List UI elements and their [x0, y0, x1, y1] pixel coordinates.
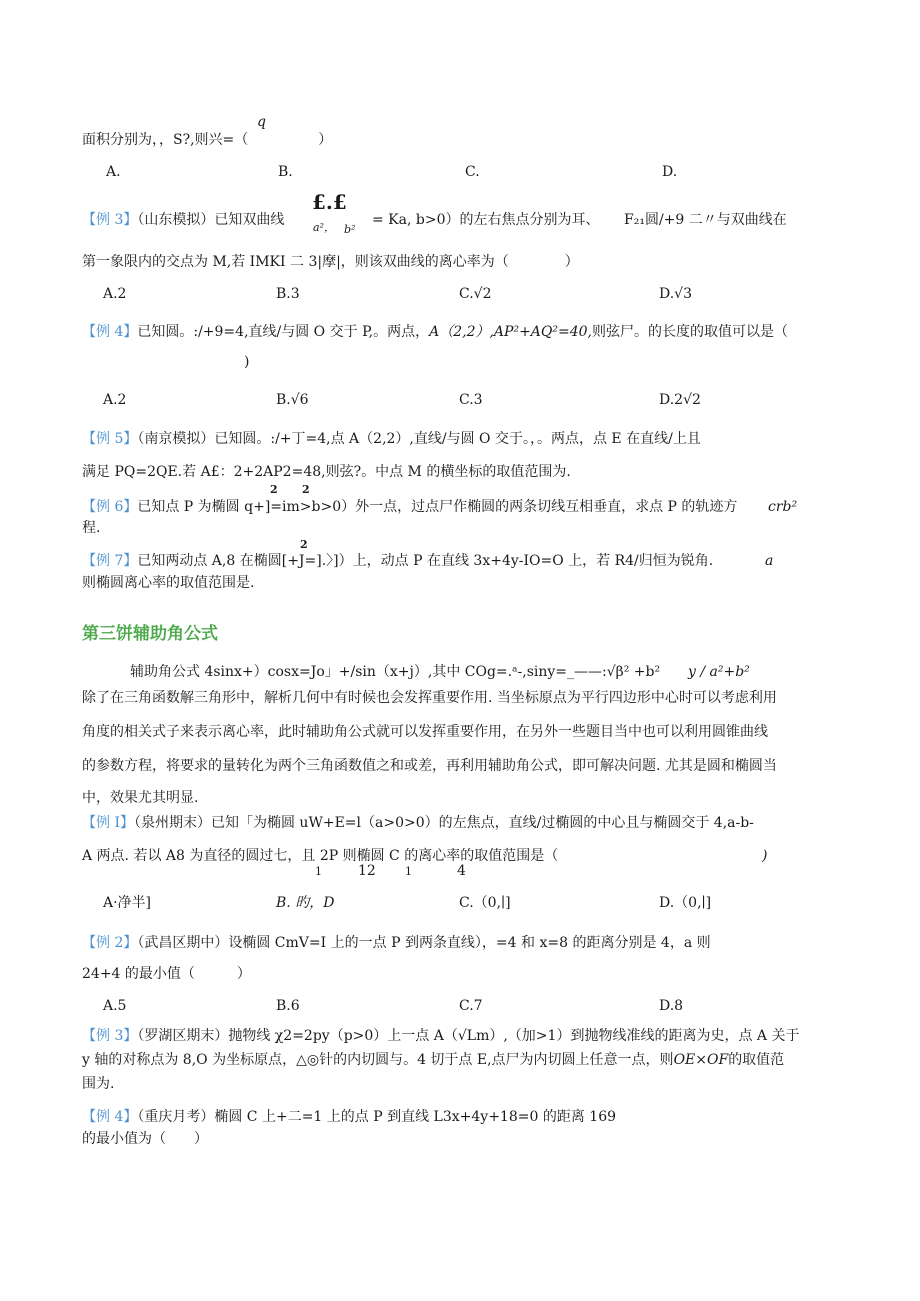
example-2b-option-d: D.8 [659, 998, 684, 1014]
section-formula: 辅助角公式 4sinx+）cosx=Jo」+/sin（x+j）,其中 COg=.ᵃ-,siny=_——:√β² +b² [130, 664, 661, 680]
example-3-text-a: （山东模拟）已知双曲线 [137, 212, 285, 228]
example-1b-under-4: 4 [457, 863, 466, 879]
example-3-option-a: A.2 [103, 286, 127, 302]
example-6 [82, 497, 737, 517]
example-7-right: a [765, 553, 774, 569]
top-option-c: C. [465, 164, 480, 180]
section-formula-right: y / a²+b² [688, 664, 750, 680]
section-paragraph-line: 除了在三角函数解三角形中，解析几何中有时候也会发挥重要作用. 当坐标原点为平行四边形中心时可以考虑利用 [82, 690, 777, 706]
section-paragraph-line: 中，效果尤其明显. [82, 790, 199, 806]
example-3-fraction-symbol: £.£ [312, 190, 347, 214]
example-1b-line-2-end: ) [762, 848, 768, 864]
example-7 [82, 551, 713, 571]
example-1b [82, 813, 754, 833]
example-1b-line-2: A 两点. 若以 A8 为直径的圆过七，且 2P 则椭圆 C 的离心率的取值范围是（ [82, 848, 559, 864]
example-7-text: 已知两动点 A,8 在椭圆[+J=].〉]）上，动点 P 在直线 3x+4y-IO=O 上，若 R4/归恒为锐角. [137, 553, 714, 569]
example-tag: 【例 4】 [82, 1109, 138, 1125]
top-option-a: A. [106, 164, 121, 180]
example-1b-option-c: C.（0,∣] [459, 895, 511, 911]
example-7-line-2: 则椭圆离心率的取值范围是. [82, 575, 255, 591]
example-4-option-b: B.√6 [276, 392, 309, 408]
example-3-option-b: B.3 [276, 286, 300, 302]
example-tag: 【例 3】 [82, 1028, 138, 1044]
example-3-text-c: F₂₁圆/+9 二〃与双曲线在 [624, 212, 787, 228]
example-tag: 【例 3】 [82, 212, 138, 228]
example-tag: 【例 4】 [82, 324, 138, 340]
example-2b [82, 933, 711, 953]
example-7-sup: 2 [300, 538, 308, 551]
example-1b-under-3: 1 [405, 865, 412, 878]
example-2b-option-a: A.5 [103, 998, 127, 1014]
top-question-line: 面积分别为，，S?,则兴=（ ） [82, 132, 333, 148]
example-3-line-2: 第一象限内的交点为 M,若 IMKI 二 3|摩|，则该双曲线的离心率为（ ） [82, 254, 579, 270]
example-6-line-2: 程. [82, 520, 101, 536]
example-3-text-b: = Ka, b>0）的左右焦点分别为耳、 [372, 212, 600, 228]
section-paragraph-line: 角度的相关式子来表示离心率，此时辅助角公式就可以发挥重要作用，在另外一些题目当中也可以利用圆锥曲线 [82, 724, 768, 740]
example-1b-text: （泉州期末）已知「为椭圆 uW+E=l（a>0>0）的左焦点，直线/过椭圆的中心且与椭圆交于 4,a-b- [133, 815, 754, 831]
example-3 [82, 210, 284, 230]
q-mark: q [257, 114, 266, 130]
example-6-sup-2: 2 [302, 483, 310, 496]
example-5 [82, 429, 701, 449]
example-tag: 【例 5】 [82, 431, 138, 447]
example-3-option-c: C.√2 [459, 286, 492, 302]
section-paragraph-line: 的参数方程，将要求的量转化为两个三角函数值之和或差，再利用辅助角公式，即可解决问题. 尤其是圆和椭圆当 [82, 758, 777, 774]
example-4-text-b: 则弦尸。的长度的取值可以是（ [592, 324, 789, 340]
example-3b-line-2 [82, 1050, 784, 1070]
example-3-sub-b: b² [344, 223, 356, 236]
example-3-option-d: D.√3 [659, 286, 693, 302]
example-3-sub-a: a²， [313, 221, 335, 234]
example-1b-option-d: D.（0,∣] [659, 895, 712, 911]
example-tag: 【例 2】 [82, 935, 138, 951]
example-1b-option-b: B. 旳，D [276, 895, 335, 911]
example-4b-text: （重庆月考）椭圆 C 上+二=1 上的点 P 到直线 L3x+4y+18=0 的距离 169 [137, 1109, 617, 1125]
example-3b-line-2-a: y 轴的对称点为 8,O 为坐标原点，△◎针的内切圆与。4 切于点 E,点尸为内切圆上任意一点，则 [82, 1052, 674, 1068]
example-3b-line-2-b: 的取值范 [728, 1052, 785, 1068]
section-title: 第三饼辅助角公式 [82, 624, 218, 644]
example-2b-line-2: 24+4 的最小值（ ） [82, 966, 251, 982]
example-6-right: crb² [768, 499, 798, 515]
top-option-d: D. [662, 164, 678, 180]
example-1b-under-2: 12 [358, 863, 376, 879]
example-1b-option-a: A·净半] [103, 895, 152, 911]
example-4b [82, 1107, 616, 1127]
example-4-text-a: 已知圆。:/+9=4,直线/与圆 O 交于 P,。两点， [137, 324, 430, 340]
example-tag: 【例 6】 [82, 499, 138, 515]
example-4-line-2: ) [244, 354, 250, 370]
example-6-text: 已知点 P 为椭圆 q+]=im>b>0）外一点，过点尸作椭圆的两条切线互相垂直，求点 P 的轨迹方 [137, 499, 738, 515]
example-2b-option-b: B.6 [276, 998, 300, 1014]
example-1b-under-1: 1 [315, 865, 322, 878]
example-tag: 【例 7】 [82, 553, 138, 569]
example-4b-line-2: 的最小值为（ ） [82, 1131, 208, 1147]
example-3b-line-3: 围为. [82, 1076, 115, 1092]
example-5-line-2: 满足 PQ=2QE.若 A£：2+2AP2=48,则弦?。中点 M 的横坐标的取值范围为. [82, 464, 571, 480]
example-4-option-d: D.2√2 [659, 392, 701, 408]
example-4-option-a: A.2 [103, 392, 127, 408]
example-3b-line-2-italic: OE×OF [673, 1052, 729, 1068]
example-4 [82, 322, 788, 342]
example-4-option-c: C.3 [459, 392, 483, 408]
top-option-b: B. [278, 164, 293, 180]
example-3b-text: （罗湖区期末）抛物线 χ2=2py（p>0）上一点 A（√Lm）,（加>1）到抛物线准线的距离为史，点 A 关于 [137, 1028, 800, 1044]
example-2b-option-c: C.7 [459, 998, 483, 1014]
example-5-text: （南京模拟）已知圆。:/+丁=4,点 A（2,2）,直线/与圆 O 交于。，。两点，点 E 在直线/上且 [137, 431, 701, 447]
example-3b [82, 1026, 799, 1046]
example-6-sup-1: 2 [270, 483, 278, 496]
example-2b-text: （武昌区期中）设椭圆 CmV=I 上的一点 P 到两条直线），=4 和 x=8 的距离分别是 4，a 则 [137, 935, 711, 951]
example-4-text-italic: A（2,2）,AP²+AQ²=40, [429, 324, 593, 340]
example-tag: 【例 I】 [82, 815, 134, 831]
